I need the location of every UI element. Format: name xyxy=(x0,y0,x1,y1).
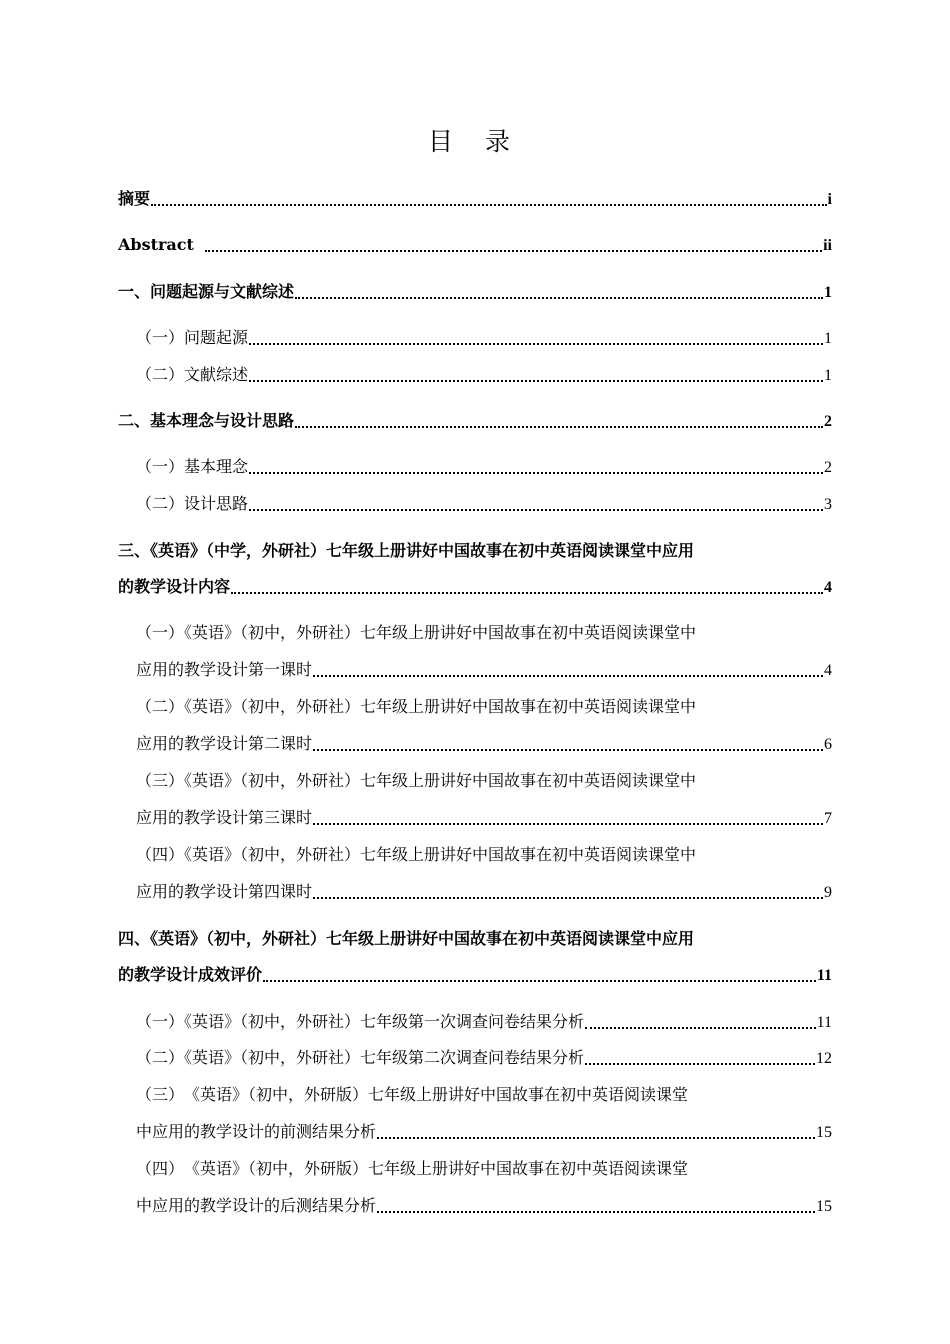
toc-entry-4-2[interactable] xyxy=(136,1047,832,1069)
toc-entry-chapter-3[interactable] xyxy=(118,576,832,598)
toc-entry-4-3[interactable] xyxy=(136,1121,832,1143)
toc-entry-3-1-line1[interactable]: （一）《英语》（初中，外研社）七年级上册讲好中国故事在初中英语阅读课堂中 xyxy=(136,623,697,642)
toc-entry-abstract-cn[interactable] xyxy=(118,188,832,210)
page-title: 目 录 xyxy=(428,127,522,156)
leader-dots xyxy=(249,380,823,382)
toc-entry-label: （二）文献综述 xyxy=(136,365,249,384)
toc-entry-label: （一）《英语》（初中，外研社）七年级第一次调查问卷结果分析 xyxy=(136,1012,585,1031)
toc-entry-page: 1 xyxy=(824,284,832,301)
leader-dots xyxy=(231,592,823,594)
toc-entry-label: 应用的教学设计第三课时 xyxy=(136,808,313,827)
toc-entry-3-1[interactable] xyxy=(136,659,832,681)
leader-dots xyxy=(313,897,823,899)
leader-dots xyxy=(249,472,823,474)
toc-entry-page: i xyxy=(827,191,832,208)
toc-entry-label: Abstract xyxy=(118,235,194,254)
toc-entry-4-4-line1[interactable]: （四） 《英语》（初中，外研版）七年级上册讲好中国故事在初中英语阅读课堂 xyxy=(136,1159,689,1178)
toc-entry-label: 的教学设计内容 xyxy=(118,577,231,596)
toc-entry-1-1[interactable] xyxy=(136,327,832,349)
toc-entry-label: （二）设计思路 xyxy=(136,494,249,513)
leader-dots xyxy=(585,1027,816,1029)
leader-dots xyxy=(205,250,822,252)
toc-entry-page: 9 xyxy=(824,884,832,901)
toc-entry-3-2-line1[interactable]: （二）《英语》（初中，外研社）七年级上册讲好中国故事在初中英语阅读课堂中 xyxy=(136,697,697,716)
toc-entry-page: 3 xyxy=(824,496,832,513)
toc-entry-label: （二）《英语》（初中，外研社）七年级第二次调查问卷结果分析 xyxy=(136,1048,585,1067)
toc-entry-label: 中应用的教学设计的后测结果分析 xyxy=(136,1196,377,1215)
toc-entry-page: 11 xyxy=(816,967,832,984)
leader-dots xyxy=(313,749,823,751)
leader-dots xyxy=(263,980,816,982)
leader-dots xyxy=(295,426,823,428)
leader-dots xyxy=(151,204,827,206)
toc-entry-3-3[interactable] xyxy=(136,807,832,829)
toc-entry-1-2[interactable] xyxy=(136,364,832,386)
toc-entry-label: 应用的教学设计第二课时 xyxy=(136,734,313,753)
leader-dots xyxy=(313,823,823,825)
toc-entry-page: 2 xyxy=(824,459,832,476)
toc-entry-page: 7 xyxy=(824,810,832,827)
toc-entry-page: 12 xyxy=(816,1050,832,1067)
toc-entry-label: 摘要 xyxy=(118,189,151,208)
leader-dots xyxy=(313,675,823,677)
toc-entry-abstract-en[interactable] xyxy=(118,234,832,256)
toc-entry-page: 1 xyxy=(824,330,832,347)
toc-entry-page: 4 xyxy=(824,579,832,596)
toc-entry-page: 6 xyxy=(824,736,832,753)
toc-entry-label: 中应用的教学设计的前测结果分析 xyxy=(136,1122,377,1141)
toc-entry-2-2[interactable] xyxy=(136,493,832,515)
toc-entry-chapter-2[interactable] xyxy=(118,410,832,432)
toc-entry-4-1[interactable] xyxy=(136,1011,832,1033)
toc-entry-3-2[interactable] xyxy=(136,733,832,755)
toc-entry-page: 15 xyxy=(816,1124,832,1141)
toc-entry-page: ii xyxy=(823,237,832,254)
toc-entry-2-1[interactable] xyxy=(136,456,832,478)
toc-entry-label: 二、基本理念与设计思路 xyxy=(118,411,295,430)
toc-entry-page: 4 xyxy=(824,662,832,679)
leader-dots xyxy=(249,343,823,345)
toc-entry-page: 11 xyxy=(816,1014,832,1031)
toc-entry-page: 1 xyxy=(824,367,832,384)
toc-entry-chapter-1[interactable] xyxy=(118,281,832,303)
toc-entry-label: （一）问题起源 xyxy=(136,328,249,347)
toc-entry-label: 一、问题起源与文献综述 xyxy=(118,282,295,301)
toc-entry-chapter-4-line1[interactable]: 四、《英语》（初中，外研社）七年级上册讲好中国故事在初中英语阅读课堂中应用 xyxy=(118,929,695,948)
leader-dots xyxy=(377,1211,815,1213)
toc-entry-page: 2 xyxy=(824,413,832,430)
toc-entry-4-4[interactable] xyxy=(136,1195,832,1217)
leader-dots xyxy=(295,297,823,299)
toc-entry-label: 应用的教学设计第四课时 xyxy=(136,882,313,901)
toc-entry-label: （一）基本理念 xyxy=(136,457,249,476)
leader-dots xyxy=(377,1137,815,1139)
leader-dots xyxy=(249,509,823,511)
toc-entry-4-3-line1[interactable]: （三） 《英语》（初中，外研版）七年级上册讲好中国故事在初中英语阅读课堂 xyxy=(136,1085,689,1104)
toc-entry-3-3-line1[interactable]: （三）《英语》（初中，外研社）七年级上册讲好中国故事在初中英语阅读课堂中 xyxy=(136,771,697,790)
toc-entry-page: 15 xyxy=(816,1198,832,1215)
toc-entry-label: 应用的教学设计第一课时 xyxy=(136,660,313,679)
toc-entry-label: 的教学设计成效评价 xyxy=(118,965,263,984)
toc-entry-chapter-3-line1[interactable]: 三、《英语》（中学，外研社）七年级上册讲好中国故事在初中英语阅读课堂中应用 xyxy=(118,541,695,560)
leader-dots xyxy=(585,1063,815,1065)
toc-entry-3-4-line1[interactable]: （四）《英语》（初中，外研社）七年级上册讲好中国故事在初中英语阅读课堂中 xyxy=(136,845,697,864)
toc-entry-3-4[interactable] xyxy=(136,881,832,903)
toc-entry-chapter-4[interactable] xyxy=(118,964,832,986)
